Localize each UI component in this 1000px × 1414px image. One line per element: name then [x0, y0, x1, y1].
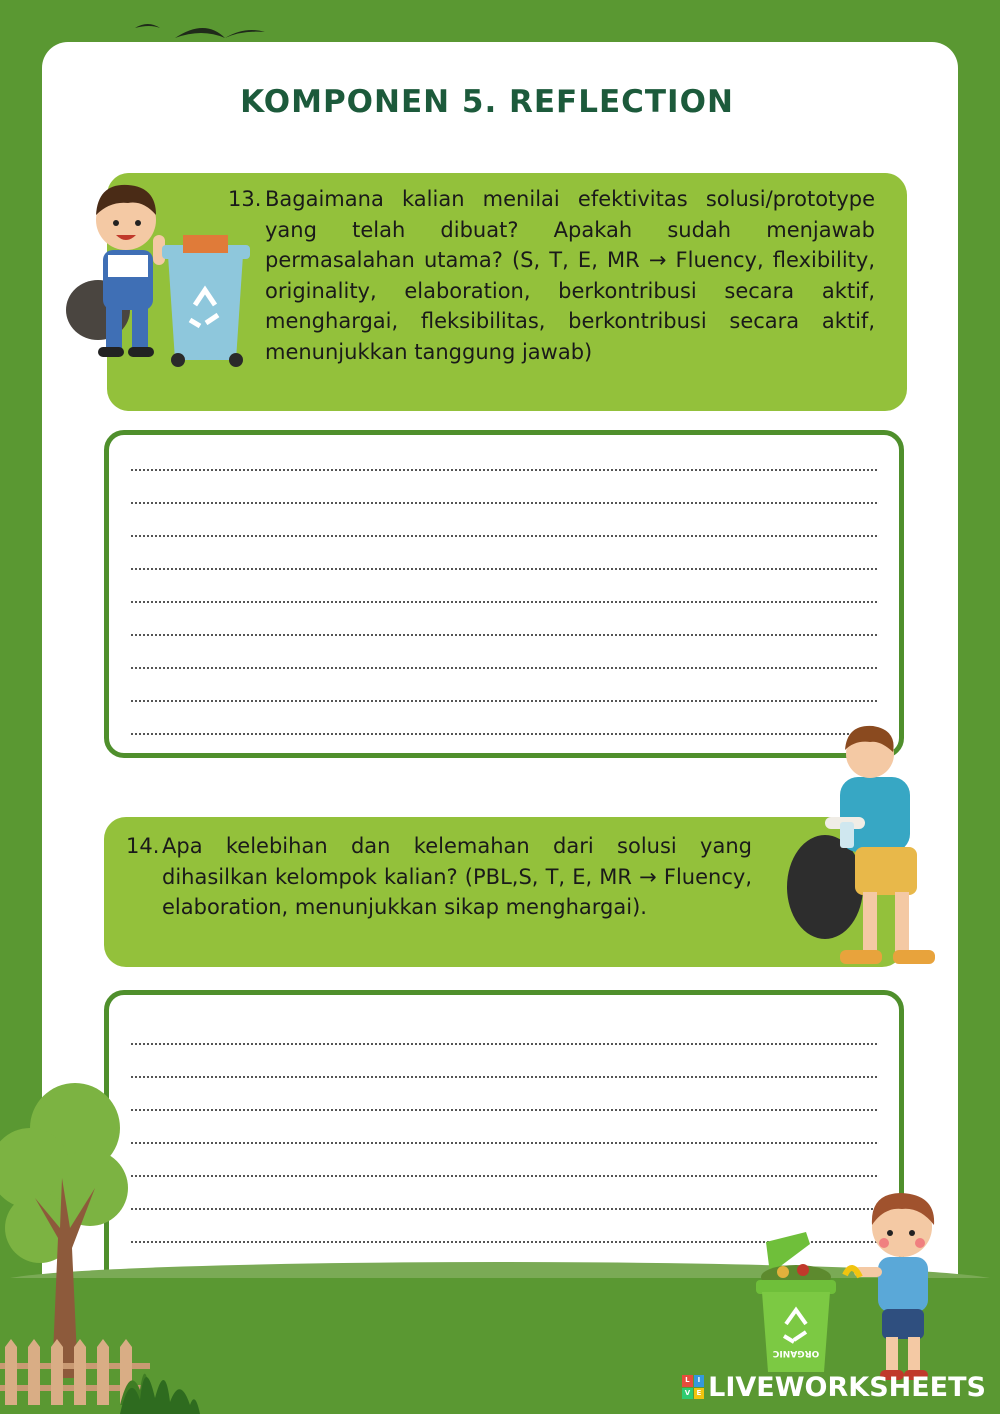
organic-bin-label: ORGANIC — [772, 1348, 820, 1358]
liveworksheets-logo-icon — [682, 1375, 704, 1399]
answer-line — [131, 469, 877, 471]
answer-line — [131, 601, 877, 603]
answer-line — [131, 502, 877, 504]
answer-13-box[interactable] — [104, 430, 904, 758]
answer-line — [131, 568, 877, 570]
answer-line — [131, 733, 877, 735]
answer-line — [131, 1175, 877, 1177]
question-14-text: Apa kelebihan dan kelemahan dari solusi yang dihasilkan kelompok kalian? (PBL,S, T, E, MR → Fluency, elaboration, menunjukkan sikap menghargai). — [162, 834, 752, 919]
grass-icon — [120, 1350, 200, 1414]
answer-line — [131, 634, 877, 636]
question-13-number: 13. — [228, 187, 262, 211]
liveworksheets-watermark — [682, 1372, 986, 1402]
answer-line — [131, 1076, 877, 1078]
answer-line — [131, 700, 877, 702]
question-13-text: Bagaimana kalian menilai efektivitas solusi/prototype yang telah dibuat? Apakah sudah menjawab permasalahan utama? (S, T, E, MR → Fluency, flexibility, originality, elaboration, berkontribusi secara aktif, menghargai, fleksibilitas, berkontribusi secara aktif, menunjukkan tanggung jawab) — [265, 187, 875, 364]
birds-icon — [130, 18, 270, 48]
answer-line — [131, 667, 877, 669]
logo-letter: E — [694, 1388, 705, 1400]
answer-line — [131, 1043, 877, 1045]
logo-letter: L — [682, 1375, 693, 1387]
answer-line — [131, 1208, 877, 1210]
answer-line — [131, 535, 877, 537]
boy-collecting-bottles-icon — [785, 722, 950, 982]
answer-line — [131, 1109, 877, 1111]
question-14-number: 14. — [126, 834, 160, 858]
logo-letter: V — [682, 1388, 693, 1400]
page-title: KOMPONEN 5. REFLECTION — [240, 84, 734, 120]
boy-with-banana-icon — [840, 1185, 950, 1385]
answer-line — [131, 1142, 877, 1144]
tree-icon — [0, 1078, 130, 1378]
logo-letter: I — [694, 1375, 705, 1387]
liveworksheets-text: LIVEWORKSHEETS — [708, 1371, 986, 1403]
